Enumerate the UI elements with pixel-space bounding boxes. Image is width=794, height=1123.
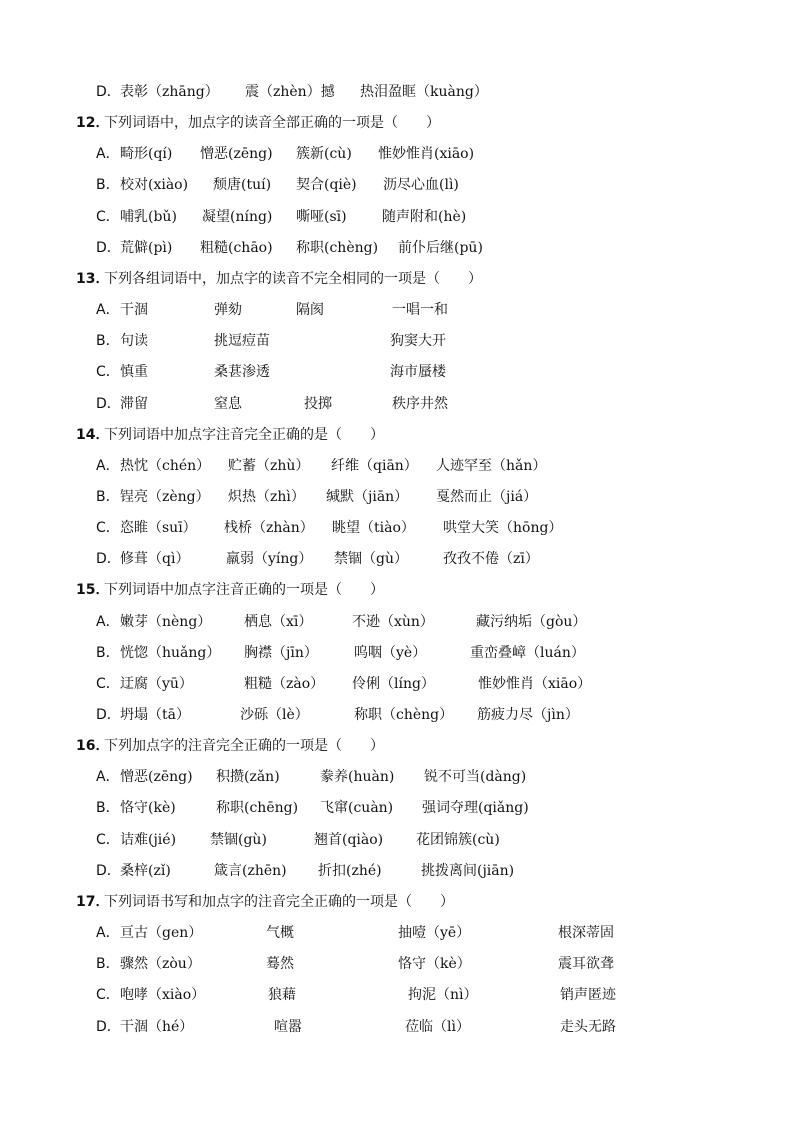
option-term: 憎恶(zēng) (200, 146, 273, 163)
option-letter: D． (96, 395, 121, 412)
option-term: 沥尽心血(lì) (383, 177, 459, 194)
option-term: 花团锦簇(cù) (416, 831, 500, 848)
question-stem (0, 892, 794, 923)
answer-option (0, 798, 794, 829)
option-term: 契合(qiè) (296, 177, 357, 194)
option-term: 强词夺理(qiǎng) (422, 800, 529, 817)
option-term: 诘难(jié) (120, 831, 177, 848)
option-letter: A． (96, 769, 120, 786)
option-term: 粗糙（zào） (244, 675, 325, 692)
option-term: 禁锢(gù) (210, 831, 267, 848)
answer-option (0, 830, 794, 861)
option-letter: C． (96, 520, 120, 537)
option-term: 投掷 (304, 395, 332, 412)
option-term: 人迹罕至（hǎn） (436, 457, 547, 474)
answer-option (0, 923, 794, 954)
option-letter: B． (96, 177, 120, 194)
option-term: 慎重 (120, 364, 148, 381)
option-term: 戛然而止（jiá） (436, 488, 538, 505)
option-letter: D． (96, 239, 121, 256)
answer-option (0, 985, 794, 1016)
option-term: 隔阂 (296, 302, 324, 318)
answer-option (0, 549, 794, 580)
option-letter: A． (96, 146, 120, 163)
option-term: 窒息 (214, 395, 242, 412)
option-term: 翘首(qiào) (314, 831, 384, 848)
question-number: 13． (76, 270, 110, 287)
option-letter: A． (96, 613, 120, 630)
option-term: 伶俐（líng） (352, 675, 435, 692)
option-term: 表彰（zhāng） (120, 84, 219, 100)
option-letter: B． (96, 644, 120, 661)
answer-option (0, 207, 794, 238)
question-stem (0, 113, 794, 144)
question-number: 17． (76, 893, 110, 910)
option-term: 桑梓(zǐ) (120, 862, 171, 879)
answer-option (0, 518, 794, 549)
option-letter: A． (96, 302, 120, 318)
option-term: 簇新(cù) (296, 146, 352, 163)
option-term: 孜孜不倦（zī） (443, 551, 539, 568)
option-letter: D． (96, 1018, 121, 1035)
option-term: 纤维（qiān） (331, 457, 418, 474)
option-term: 粗糙(chāo) (200, 239, 273, 256)
question-text: 下列各组词语中，加点字的读音不完全相同的一项是（ ） (104, 270, 482, 287)
question-number: 14． (76, 426, 110, 443)
option-term: 喧嚣 (274, 1018, 302, 1035)
option-letter: D． (96, 862, 121, 879)
question-stem (0, 269, 794, 300)
answer-option (0, 705, 794, 736)
option-term: 缄默（jiān） (326, 488, 409, 505)
option-term: 憎恶(zēng) (120, 769, 193, 786)
option-term: 畸形(qí) (120, 146, 173, 163)
option-term: 眺望（tiào） (332, 520, 415, 537)
option-term: 震耳欲聋 (558, 956, 614, 973)
answer-option (0, 1017, 794, 1048)
answer-option (0, 362, 794, 393)
option-term: 坍塌（tā） (120, 707, 190, 723)
question-text: 下列词语中，加点字的读音全部正确的一项是（ ） (104, 115, 440, 132)
answer-option (0, 861, 794, 892)
option-letter: B． (96, 488, 120, 505)
option-letter: D． (96, 707, 121, 723)
option-term: 惟妙惟肖(xiāo) (378, 146, 475, 163)
option-term: 干涸（hé） (120, 1018, 194, 1035)
option-term: 哺乳(bǔ) (120, 208, 177, 225)
option-term: 称职（chèng） (354, 707, 454, 723)
option-term: 热忱（chén） (120, 457, 211, 474)
question-stem (0, 736, 794, 767)
option-term: 禁锢（gù） (334, 551, 408, 568)
option-term: 不逊（xùn） (352, 613, 434, 630)
option-letter: C． (96, 208, 120, 225)
option-term: 气概 (266, 925, 294, 941)
answer-option (0, 331, 794, 362)
option-term: 豢养(huàn) (320, 769, 395, 786)
option-term: 重峦叠嶂（luán） (470, 644, 585, 661)
option-term: 称职(chèng) (296, 239, 379, 256)
option-term: 锃亮（zèng） (120, 488, 210, 505)
option-term: 哄堂大笑（hōng） (443, 520, 563, 537)
answer-option (0, 487, 794, 518)
option-letter: B． (96, 800, 120, 817)
option-term: 蓦然 (266, 956, 294, 973)
option-term: 折扣(zhé) (318, 862, 382, 879)
option-term: 秩序井然 (392, 395, 448, 412)
option-term: 荒僻(pì) (120, 239, 173, 256)
option-term: 前仆后继(pū) (398, 239, 483, 256)
answer-option (0, 643, 794, 674)
option-letter: A． (96, 925, 120, 941)
option-term: 校对(xiào) (120, 177, 189, 194)
option-term: 恣睢（suī） (120, 520, 197, 537)
option-letter: C． (96, 675, 120, 692)
option-letter: B． (96, 956, 120, 973)
option-term: 胸襟（jīn） (244, 644, 318, 661)
option-term: 迂腐（yū） (120, 675, 193, 692)
option-term: 颓唐(tuí) (213, 177, 272, 194)
option-letter: D． (96, 551, 121, 568)
option-term: 嘶哑(sī) (296, 208, 347, 225)
option-term: 贮蓄（zhù） (228, 457, 310, 474)
option-term: 干涸 (120, 302, 148, 318)
option-term: 恪守(kè) (120, 800, 176, 817)
question-stem (0, 425, 794, 456)
option-term: 恍惚（huǎng） (120, 644, 221, 661)
option-letter: C． (96, 364, 120, 381)
option-term: 狼藉 (268, 987, 296, 1004)
option-term: 弹劾 (214, 302, 242, 318)
option-term: 海市蜃楼 (390, 364, 446, 381)
option-term: 拘泥（nì） (408, 987, 478, 1004)
option-term: 羸弱（yíng） (226, 551, 313, 568)
answer-option (0, 144, 794, 175)
option-term: 凝望(níng) (202, 208, 273, 225)
option-letter: A． (96, 457, 120, 474)
option-letter: C． (96, 831, 120, 848)
answer-option (0, 456, 794, 487)
option-term: 藏污纳垢（gòu） (476, 613, 587, 630)
option-term: 咆哮（xiào） (120, 987, 206, 1004)
option-term: 积攒(zǎn) (216, 769, 280, 786)
option-term: 筋疲力尽（jìn） (477, 707, 579, 723)
option-term: 骤然（zòu） (120, 956, 201, 973)
option-term: 桑葚渗透 (214, 364, 270, 381)
option-term: 走头无路 (560, 1018, 616, 1035)
answer-option (0, 238, 794, 269)
option-term: 恪守（kè） (398, 956, 471, 973)
option-term: 根深蒂固 (558, 925, 614, 941)
option-term: 嫩芽（nèng） (120, 613, 212, 630)
option-term: 挑逗痘苗 (214, 333, 270, 350)
option-term: 修葺（qì） (120, 551, 190, 568)
answer-option (0, 300, 794, 331)
option-term: 挑拨离间(jiān) (421, 862, 515, 879)
option-term: 惟妙惟肖（xiāo） (478, 675, 592, 692)
option-term: 呜咽（yè） (354, 644, 427, 661)
option-term: 销声匿迹 (560, 987, 616, 1004)
option-term: 沙砾（lè） (240, 707, 309, 723)
question-number: 12． (76, 115, 110, 132)
option-term: 栖息（xī） (244, 613, 313, 630)
option-term: 随声附和(hè) (382, 208, 467, 225)
answer-option (0, 612, 794, 643)
option-term: 飞窜(cuàn) (320, 800, 394, 817)
option-letter: B． (96, 333, 120, 350)
option-term: 狗窦大开 (390, 333, 446, 350)
answer-option (0, 767, 794, 798)
option-letter: C． (96, 987, 120, 1004)
question-number: 16． (76, 738, 110, 755)
option-term: 栈桥（zhàn） (224, 520, 314, 537)
option-letter: D． (96, 84, 121, 100)
option-term: 滞留 (120, 395, 148, 412)
question-text: 下列加点字的注音完全正确的一项是（ ） (104, 738, 384, 755)
option-term: 句读 (120, 333, 148, 350)
option-term: 莅临（lì） (405, 1018, 470, 1035)
answer-option (0, 82, 794, 113)
question-text: 下列词语书写和加点字的注音完全正确的一项是（ ） (104, 893, 454, 910)
option-term: 热泪盈眶（kuàng） (360, 84, 488, 100)
answer-option (0, 394, 794, 425)
question-number: 15． (76, 582, 110, 599)
question-stem (0, 580, 794, 611)
answer-option (0, 175, 794, 206)
option-term: 震（zhèn）撼 (245, 84, 335, 100)
question-text: 下列词语中加点字注音正确的一项是（ ） (104, 582, 384, 599)
option-term: 炽热（zhì） (228, 488, 305, 505)
answer-option (0, 674, 794, 705)
option-term: 称职(chēng) (216, 800, 299, 817)
question-text: 下列词语中加点字注音完全正确的是（ ） (104, 426, 384, 443)
option-term: 锐不可当(dàng) (424, 769, 527, 786)
answer-option (0, 954, 794, 985)
option-term: 抽噎（yē） (398, 925, 471, 941)
option-term: 亘古（gen） (120, 925, 203, 941)
option-term: 一唱一和 (392, 302, 448, 318)
option-term: 箴言(zhēn) (214, 862, 287, 879)
